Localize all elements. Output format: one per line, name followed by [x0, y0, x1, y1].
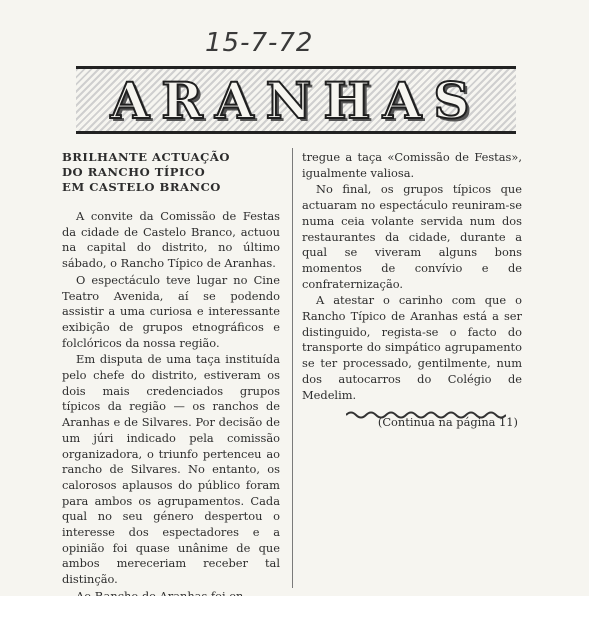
handwritten-date: 15-7-72 — [205, 28, 314, 58]
continuation-note: (Continua na página 11) — [377, 415, 518, 430]
paragraph: O espectáculo teve lugar no Cine Teatro Avenida, aí se podendo assistir a uma curiosa e interessante exibição de grupos etnográficos e folclóricos da nossa região. — [62, 272, 280, 350]
headline-line-3: EM CASTELO BRANCO — [62, 180, 221, 194]
article-headline — [62, 150, 280, 195]
paragraph: No final, os grupos típicos que actuaram no espectáculo reuniram-se numa ceia volante servida num dos restaurantes da cidade, durante a qual se viveram alguns bons momentos de convívio e de confraternização. — [302, 182, 522, 291]
left-column — [62, 150, 280, 606]
paragraph: A convite da Comissão de Festas da cidade de Castelo Branco, actuou na capital do distrito, no último sábado, o Rancho Típico de Aranhas. — [62, 209, 280, 271]
masthead-title: ARANHAS — [110, 71, 482, 130]
masthead-banner — [76, 66, 516, 134]
wavy-rule-ornament — [346, 410, 506, 420]
right-column — [302, 150, 522, 431]
paragraph: tregue a taça «Comissão de Festas», igualmente valiosa. — [302, 150, 522, 180]
headline-line-1: BRILHANTE ACTUAÇÃO — [62, 150, 230, 164]
headline-line-2: DO RANCHO TÍPICO — [62, 165, 206, 179]
torn-edge — [0, 596, 589, 640]
column-divider — [292, 148, 293, 588]
paragraph: Em disputa de uma taça instituída pelo chefe do distrito, estiveram os dois mais credenciados grupos típicos da região — os ranchos de Aranhas e de Silvares. Por decisão de um júri indicado pela comissão organizadora, o triunfo pertenceu ao rancho de Silvares. No entanto, os calorosos aplausos do público foram para ambos os agrupamentos. Cada qual no seu género despertou o interesse dos espectadores e a opinião foi quase unânime de que ambos mereceriam receber tal distinção. — [62, 352, 280, 587]
paragraph: A atestar o carinho com que o Rancho Típico de Aranhas está a ser distinguido, regista-se o facto do transporte do simpático agrupamento se ter processado, gentilmente, num dos autocarros do Colégio de Medelim. — [302, 293, 522, 402]
